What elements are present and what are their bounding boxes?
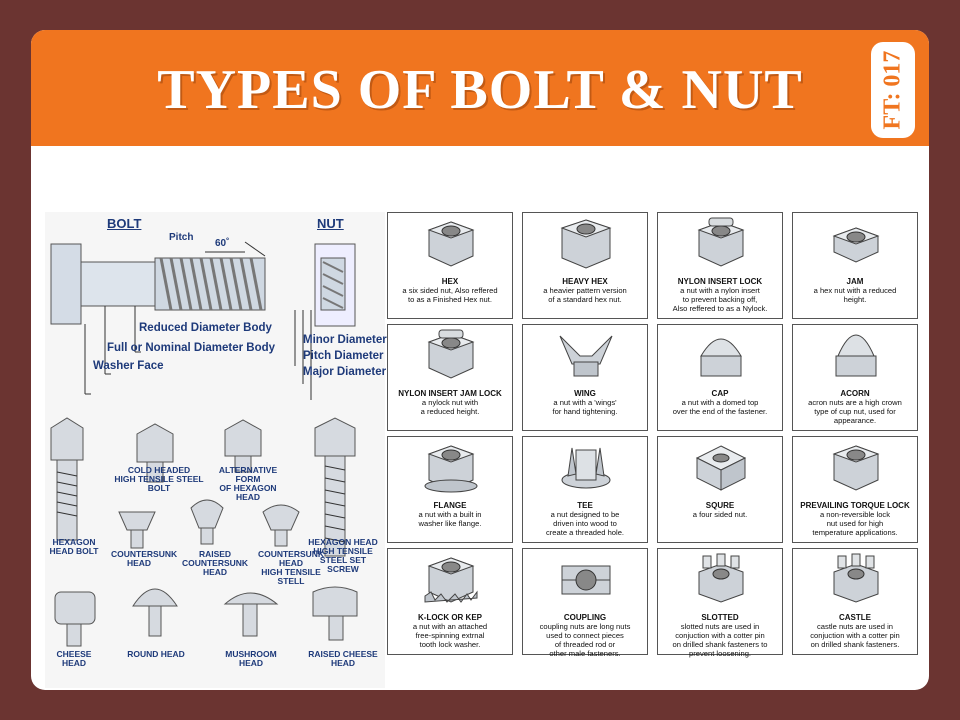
square-nut-icon xyxy=(691,440,751,496)
alt-hex-head-label: ALTERNATIVE FORM OF HEXAGON HEAD xyxy=(218,465,278,502)
nut-description: a heavier pattern version of a standard hex nut. xyxy=(543,286,627,304)
nut-name: JAM xyxy=(846,277,864,286)
bolt-label: BOLT xyxy=(107,216,142,231)
nut-name: TEE xyxy=(577,501,593,510)
nut-name: SLOTTED xyxy=(701,613,739,622)
prevailing-torque-lock-nut-icon xyxy=(826,440,886,496)
nut-card xyxy=(792,548,918,655)
hex-high-tensile-label: HEXAGON HEAD HIGH TENSILE STEEL SET SCREW xyxy=(308,537,378,574)
countersunk-tensile-label: COUNTERSUNK HEAD HIGH TENSILE STELL xyxy=(257,549,325,586)
nut-name: NYLON INSERT JAM LOCK xyxy=(398,389,502,398)
poster-card xyxy=(31,30,929,690)
nut-card xyxy=(522,324,648,431)
nut-name: CASTLE xyxy=(839,613,871,622)
full-diameter-label: Full or Nominal Diameter Body xyxy=(107,342,276,354)
reduced-diameter-label: Reduced Diameter Body xyxy=(139,322,272,334)
page-title: TYPES OF BOLT & NUT xyxy=(157,59,803,121)
nut-name: HEAVY HEX xyxy=(562,277,608,286)
nut-card xyxy=(657,436,783,543)
cheese-head-label: CHEESE HEAD xyxy=(56,649,92,668)
nylon-jam-lock-nut-icon xyxy=(421,328,481,384)
header-banner xyxy=(31,30,929,146)
nut-card xyxy=(657,324,783,431)
bolt-diagram-panel xyxy=(45,212,385,688)
tee-nut-icon xyxy=(556,440,616,496)
nut-description: castle nuts are used in conjuction with a cotter pin on drilled shank fasteners. xyxy=(810,622,900,649)
nut-card xyxy=(387,324,513,431)
nut-card xyxy=(792,436,918,543)
cold-headed-bolt-label: COLD HEADED HIGH TENSILE STEEL BOLT xyxy=(114,465,204,493)
nut-description: coupling nuts are long nuts used to connect pieces of threaded rod or other male fasteners. xyxy=(539,622,631,658)
major-diameter-label: Major Diameter xyxy=(303,366,387,378)
nut-card xyxy=(522,212,648,319)
k-lock-nut-icon xyxy=(421,552,481,608)
raised-cheese-head-label: RAISED CHEESE HEAD xyxy=(308,649,378,668)
nut-card xyxy=(657,548,783,658)
slotted-nut-icon xyxy=(691,552,751,608)
nut-name: WING xyxy=(574,389,596,398)
acorn-nut-icon xyxy=(826,328,886,384)
nut-card xyxy=(792,324,918,431)
nut-description: a nut designed to be driven into wood to create a threaded hole. xyxy=(545,510,625,537)
round-head-label: ROUND HEAD xyxy=(127,649,185,659)
nut-description: a nut with a built in washer like flange. xyxy=(418,510,482,528)
nut-name: NYLON INSERT LOCK xyxy=(677,277,763,286)
nut-description: a nut with a domed top over the end of the fastener. xyxy=(672,398,768,416)
nut-name: CAP xyxy=(711,389,729,398)
nut-card xyxy=(387,548,513,655)
nut-name: COUPLING xyxy=(563,613,607,622)
cap-nut-icon xyxy=(691,328,751,384)
flange-nut-icon xyxy=(421,440,481,496)
washer-face-label: Washer Face xyxy=(93,360,164,372)
nut-description: a nut with a nylon insert to prevent backing off, Also reffered to as a Nylock. xyxy=(672,286,768,313)
castle-nut-icon xyxy=(826,552,886,608)
minor-diameter-label: Minor Diameter xyxy=(303,334,387,346)
nut-name: K-LOCK OR KEP xyxy=(418,613,482,622)
nut-card xyxy=(792,212,918,319)
code-badge xyxy=(871,42,915,138)
mushroom-head-label: MUSHROOM HEAD xyxy=(225,649,277,668)
heavy-hex-nut-icon xyxy=(556,216,616,272)
nut-description: a non-reversible lock nut used for high temperature applications. xyxy=(812,510,898,537)
raised-countersunk-label: RAISED COUNTERSUNK HEAD xyxy=(181,549,249,577)
nut-label: NUT xyxy=(317,216,344,231)
pitch-label: Pitch xyxy=(169,232,194,243)
nut-description: a four sided nut. xyxy=(692,510,748,519)
nut-name: FLANGE xyxy=(433,501,467,510)
nut-description: slotted nuts are used in conjuction with a cotter pin on drilled shank fasteners to prevent loosening. xyxy=(672,622,768,658)
nylon-insert-lock-nut-icon xyxy=(691,216,751,272)
nut-description: acron nuts are a high crown type of cup nut, used for appearance. xyxy=(808,398,902,425)
countersunk-head-label: COUNTERSUNK HEAD xyxy=(111,549,178,568)
wing-nut-icon xyxy=(556,328,616,384)
nut-description: a nylock nut with a reduced height. xyxy=(420,398,480,416)
hexagon-head-bolt-label: HEXAGON HEAD BOLT xyxy=(49,537,99,556)
coupling-nut-icon xyxy=(556,552,616,608)
nut-card xyxy=(522,548,648,658)
nut-description: a hex nut with a reduced height. xyxy=(813,286,897,304)
nut-description: a nut with an attached free-spinning extrnal tooth lock washer. xyxy=(412,622,488,649)
nut-description: a six sided nut, Also reffered to as a Finished Hex nut. xyxy=(402,286,498,304)
hex-nut-icon xyxy=(421,216,481,272)
nut-card xyxy=(387,212,513,319)
nut-card xyxy=(657,212,783,319)
nut-name: SQURE xyxy=(705,501,735,510)
nut-card xyxy=(522,436,648,543)
nut-name: PREVAILING TORQUE LOCK xyxy=(800,501,910,510)
code-badge-label: FT: 017 xyxy=(879,50,906,130)
bolt-anatomy-illustration xyxy=(45,212,385,688)
pitch-diameter-label: Pitch Diameter xyxy=(303,350,384,362)
nut-description: a nut with a 'wings' for hand tightening. xyxy=(552,398,618,416)
nut-name: HEX xyxy=(441,277,459,286)
nut-name: ACORN xyxy=(840,389,870,398)
nut-card xyxy=(387,436,513,543)
angle-label: 60˚ xyxy=(215,238,230,249)
jam-nut-icon xyxy=(826,216,886,272)
